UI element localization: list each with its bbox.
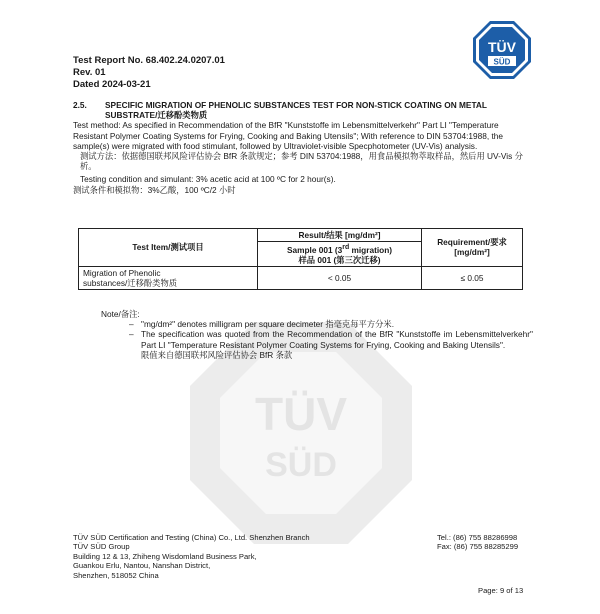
test-condition-text: Testing condition and simulant: 3% acetic acid at 100 ºC for 2 hour(s). <box>80 174 336 185</box>
footer-contact: Tel.: (86) 755 88286998 Fax: (86) 755 88285299 <box>437 533 519 552</box>
note-item: 限值来自德国联邦风险评估协会 BfR 条款 <box>141 349 293 360</box>
row-requirement: ≤ 0.05 <box>422 266 523 289</box>
col-requirement: Requirement/要求 [mg/dm²] <box>422 229 523 267</box>
notes <box>73 309 533 360</box>
test-condition-text-cn: 测试条件和模拟物：3%乙酸，100 ºC/2 小时 <box>73 184 236 195</box>
svg-text:SÜD: SÜD <box>265 446 337 484</box>
col-test-item: Test Item/测试项目 <box>79 229 258 267</box>
report-header <box>73 55 225 91</box>
results-table <box>78 228 523 290</box>
row-item: Migration of Phenolic substances/迁移酚类物质 <box>79 266 258 289</box>
svg-text:TÜV: TÜV <box>488 39 516 55</box>
revision: Rev. 01 <box>73 67 106 78</box>
section-2-5 <box>73 100 533 195</box>
footer-address: TÜV SÜD Certification and Testing (China) Co., Ltd. Shenzhen Branch TÜV SÜD Group Building 12 & 13, Zhiheng Wisdomland Business Park, Guankou Erlu, Nantou, Nanshan District, Shenzhen, 518052 China <box>73 533 310 580</box>
test-method-text-cn: 测试方法：依据德国联邦风险评估协会 BfR 条款规定；参考 DIN 53704:1988，用食品模拟物萃取样品，然后用 UV-Vis 分析。 <box>80 151 523 172</box>
note-item: – "mg/dm²" denotes milligram per square decimeter 指毫克每平方分米. <box>129 319 395 330</box>
row-result: < 0.05 <box>258 266 422 289</box>
section-title: 2.5. SPECIFIC MIGRATION OF PHENOLIC SUBSTANCES TEST FOR NON-STICK COATING ON METAL SUBSTRATE/迁移酚类物质 <box>73 100 487 121</box>
svg-text:SÜD: SÜD <box>493 57 511 67</box>
tuv-sud-logo-icon <box>472 20 532 80</box>
svg-text:TÜV: TÜV <box>255 388 347 440</box>
report-date: Dated 2024-03-21 <box>73 79 151 90</box>
notes-label: Note/备注: <box>101 309 140 319</box>
col-sample: Sample 001 (3rd migration) 样品 001 (第三次迁移) <box>258 242 422 267</box>
page-number: Page: 9 of 13 <box>478 586 524 595</box>
test-method-text: Test method: As specified in Recommendation of the BfR "Kunststoffe im Lebensmittelverkehr" Part LI "Temperature Resistant Polymer Coating Systems for Frying, Cooking and Baking Utensils"; With reference to DIN 53704:1988, the sample(s) were migrated with food stimulant, followed by Ultraviolet-visible Specphotometer (UV-Vis) analysis. <box>73 120 503 151</box>
col-result: Result/结果 [mg/dm²] <box>258 229 422 242</box>
note-item: – The specification was quoted from the Recommendation of the BfR "Kunststoffe im Lebensmittelverkehr" Part LI "Temperature Resistant Polymer Coating Systems for Frying, Cooking and Baking Utensils". <box>129 329 533 350</box>
table-row <box>79 266 523 289</box>
report-number: Test Report No. 68.402.24.0207.01 <box>73 55 225 66</box>
